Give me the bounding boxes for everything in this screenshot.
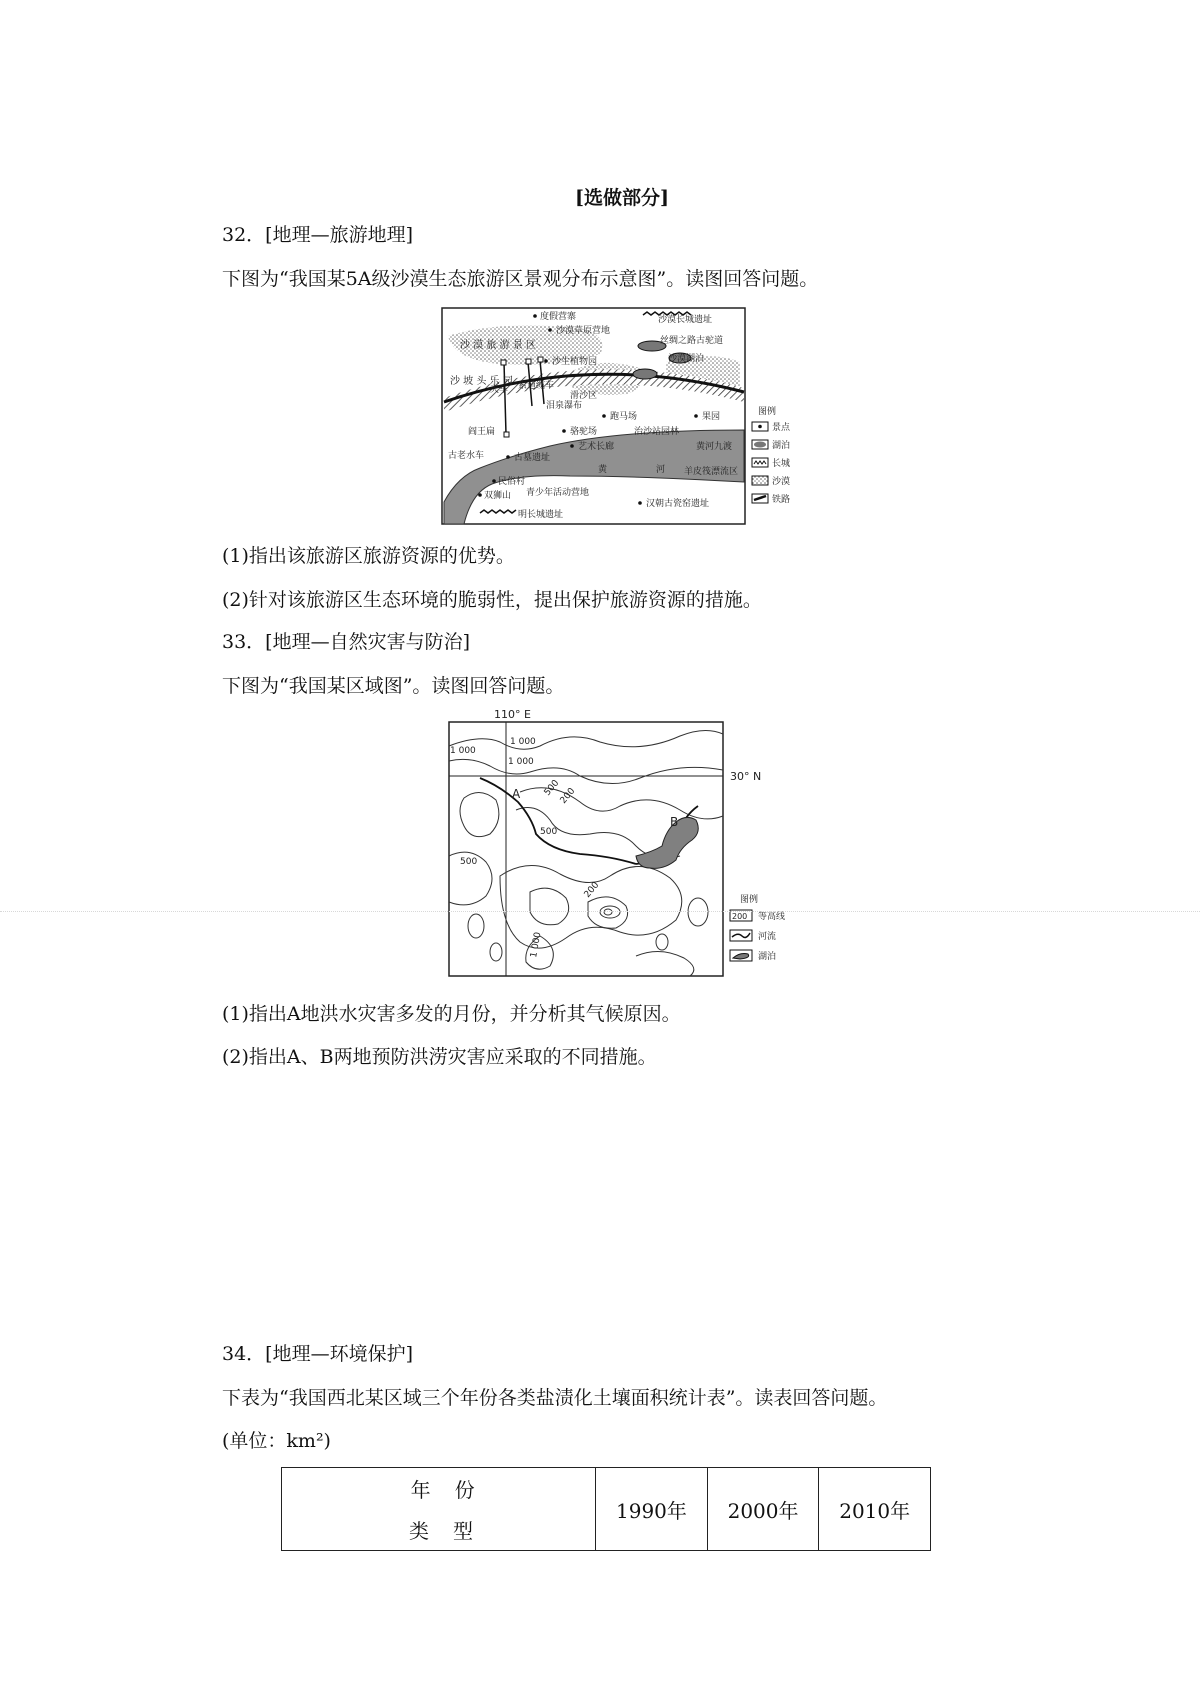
q32-heading: 32．[地理—旅游地理] [222, 224, 414, 246]
map-label: 丝绸之路古驼道 [660, 336, 724, 346]
year-column-header: 2010年 [819, 1468, 931, 1551]
contour-label: 1 000 [529, 931, 544, 959]
map-label: 天车 [490, 385, 509, 395]
station-marker [526, 359, 531, 364]
svg-text:景点: 景点 [772, 423, 791, 433]
svg-text:等高线: 等高线 [758, 912, 786, 922]
svg-text:图例: 图例 [758, 407, 777, 417]
map-label: 阎王扁 [468, 427, 496, 437]
contour-label: 500 [460, 857, 478, 867]
contour-label: 1 000 [508, 757, 534, 767]
point-b-label: B [670, 815, 679, 829]
year-column-header: 1990年 [596, 1468, 708, 1551]
map-label: 古墓遗址 [514, 453, 551, 463]
q32-tourism-map [440, 306, 820, 528]
map-label: 汉朝古瓷窑遗址 [646, 499, 710, 509]
lake-shape [633, 369, 657, 379]
station-marker [504, 432, 509, 437]
station-marker [501, 360, 506, 365]
map-label: 跑马场 [610, 412, 638, 422]
lat-label: 30° N [730, 770, 762, 783]
map-label: 青少年活动营地 [526, 488, 590, 498]
svg-text:沙漠: 沙漠 [772, 477, 791, 487]
q32-intro: 下图为“我国某5A级沙漠生态旅游区景观分布示意图”。读图回答问题。 [222, 268, 819, 290]
svg-text:湖泊: 湖泊 [772, 441, 791, 451]
map-label: 明长城遗址 [518, 510, 564, 520]
svg-text:图例: 图例 [740, 895, 759, 905]
q34-intro: 下表为“我国西北某区域三个年份各类盐渍化土壤面积统计表”。读表回答问题。 [222, 1387, 888, 1409]
point-a-label: A [512, 787, 521, 801]
svg-text:铁路: 铁路 [772, 495, 791, 505]
map-label: 黄 [598, 465, 608, 475]
map-label: 治沙站园林 [634, 427, 680, 437]
q33-question-2: (2)指出A、B两地预防洪涝灾害应采取的不同措施。 [222, 1046, 657, 1068]
map-label: 度假营寨 [540, 312, 577, 322]
q34-heading: 34．[地理—环境保护] [222, 1343, 414, 1365]
contour-label: 500 [540, 827, 558, 837]
map-label: 羊皮筏漂流区 [684, 467, 739, 477]
map-label: 沙漠湖泊 [668, 354, 705, 364]
map-label: 沙生植物园 [552, 357, 598, 367]
q33-question-1: (1)指出A地洪水灾害多发的月份，并分析其气候原因。 [222, 1003, 681, 1025]
map-label: 果园 [702, 412, 721, 422]
svg-text:湖泊: 湖泊 [758, 952, 777, 962]
table-header-diagonal [282, 1468, 596, 1551]
contour-label: 1 000 [510, 737, 536, 747]
map-label: 滑沙区 [570, 391, 598, 401]
map-label: 沙漠长城遗址 [658, 315, 713, 325]
station-marker [538, 357, 543, 362]
page-divider [0, 911, 1200, 912]
map-label: 古老水车 [448, 451, 485, 461]
map-label: 民俗村 [498, 477, 526, 487]
year-column-header: 2000年 [707, 1468, 819, 1551]
section-title: [选做部分] [575, 187, 669, 209]
q33-legend [730, 893, 785, 962]
q33-region-map [440, 706, 800, 982]
lon-label: 110° E [494, 708, 531, 721]
q33-heading: 33．[地理—自然灾害与防治] [222, 631, 471, 653]
q32-question-1: (1)指出该旅游区旅游资源的优势。 [222, 545, 515, 567]
q32-question-2: (2)针对该旅游区生态环境的脆弱性，提出保护旅游资源的措施。 [222, 589, 762, 611]
q34-unit: (单位：km²) [222, 1430, 331, 1452]
svg-text:长城: 长城 [772, 459, 791, 469]
svg-text:河流: 河流 [758, 932, 777, 942]
map-label: 泪泉瀑布 [546, 401, 583, 411]
q33-intro: 下图为“我国某区域图”。读图回答问题。 [222, 675, 565, 697]
map-label: 双狮山 [484, 491, 512, 501]
map-label: 艺术长廊 [578, 442, 615, 452]
q32-legend [752, 405, 791, 505]
map-label: 沙漠草原营地 [556, 326, 611, 336]
map-label: 索道缆车 [518, 381, 555, 391]
map-label: 骆驼场 [570, 427, 598, 437]
contour-label: 200 [582, 880, 602, 900]
header-year: 年 份 [410, 1478, 477, 1502]
map-label: 沙 漠 旅 游 景 区 [460, 340, 536, 351]
contour-label: 1 000 [450, 746, 476, 756]
map-label: 河 [656, 465, 666, 475]
map-label: 黄河九渡 [696, 442, 733, 452]
svg-text:200: 200 [732, 912, 748, 921]
header-type: 类 型 [409, 1519, 475, 1543]
map-label: 沙 坡 头 乐 园 [450, 376, 513, 387]
table-row [282, 1468, 931, 1551]
contour-label: 200 [558, 786, 578, 806]
contour-label: 500 [542, 778, 562, 798]
salinization-table [281, 1467, 931, 1551]
